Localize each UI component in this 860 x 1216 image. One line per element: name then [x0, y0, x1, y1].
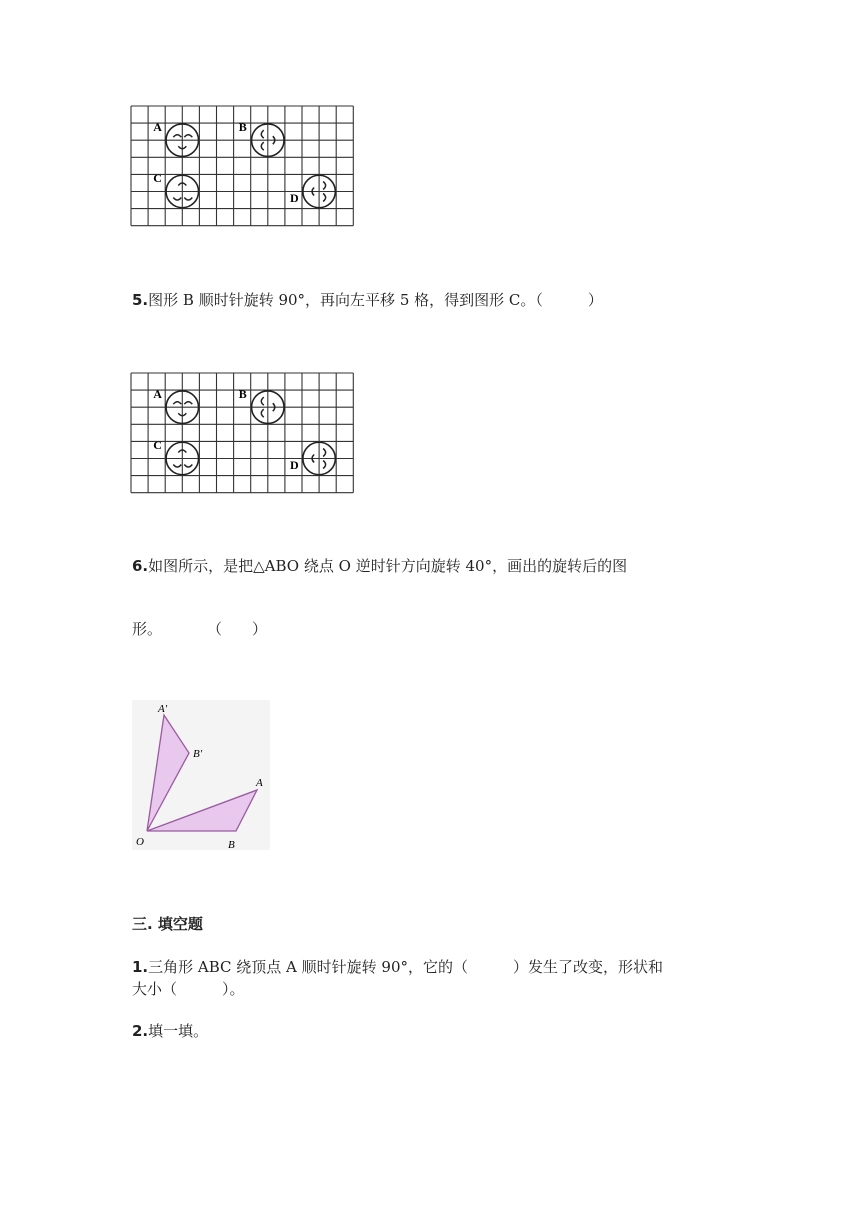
label-o: O [136, 836, 144, 848]
fill-question-2 [132, 1020, 208, 1042]
figure-b [239, 387, 284, 424]
label-a: A [153, 386, 162, 401]
question-5 [132, 289, 603, 311]
question-number: 2. [132, 1022, 149, 1040]
fill-question-1 [132, 956, 663, 978]
question-text: 三角形 ABC 绕顶点 A 顺时针旋转 90°，它的（ ）发生了改变，形状和 [148, 958, 664, 976]
label-c: C [153, 171, 162, 186]
label-a: A [153, 119, 162, 134]
question-number: 5. [132, 291, 149, 309]
fill-question-1-continuation [132, 978, 245, 1000]
question-text-line2: 形。 （ ） [132, 620, 268, 638]
figure-a [153, 387, 198, 424]
question-text: 填一填。 [148, 1022, 209, 1040]
figure-c [153, 171, 198, 208]
grid-figure-1 [130, 105, 354, 227]
label-b: B [238, 386, 247, 401]
question-text: 图形 B 顺时针旋转 90°，再向左平移 5 格，得到图形 C。（ ） [148, 291, 603, 309]
label-a-prime: A' [158, 703, 168, 715]
figure-b [239, 120, 284, 157]
label-b-prime: B' [193, 748, 203, 760]
question-number: 6. [132, 557, 149, 575]
label-a: A [256, 777, 263, 789]
figure-c [153, 438, 198, 475]
figure-a [153, 120, 198, 157]
grid-figure-2 [130, 372, 354, 494]
question-number: 1. [132, 958, 149, 976]
question-6-continuation [132, 618, 267, 640]
label-b: B [228, 839, 235, 851]
question-text: 如图所示，是把△ABO 绕点 O 逆时针方向旋转 40°，画出的旋转后的图 [148, 557, 628, 575]
question-6 [132, 555, 627, 577]
section-title: 三. 填空题 [132, 915, 203, 933]
label-c: C [153, 438, 162, 453]
label-b: B [238, 119, 247, 134]
label-d: D [290, 190, 299, 205]
rotation-figure [132, 700, 272, 855]
label-d: D [290, 457, 299, 472]
question-text-line2: 大小（ ）。 [132, 980, 245, 998]
